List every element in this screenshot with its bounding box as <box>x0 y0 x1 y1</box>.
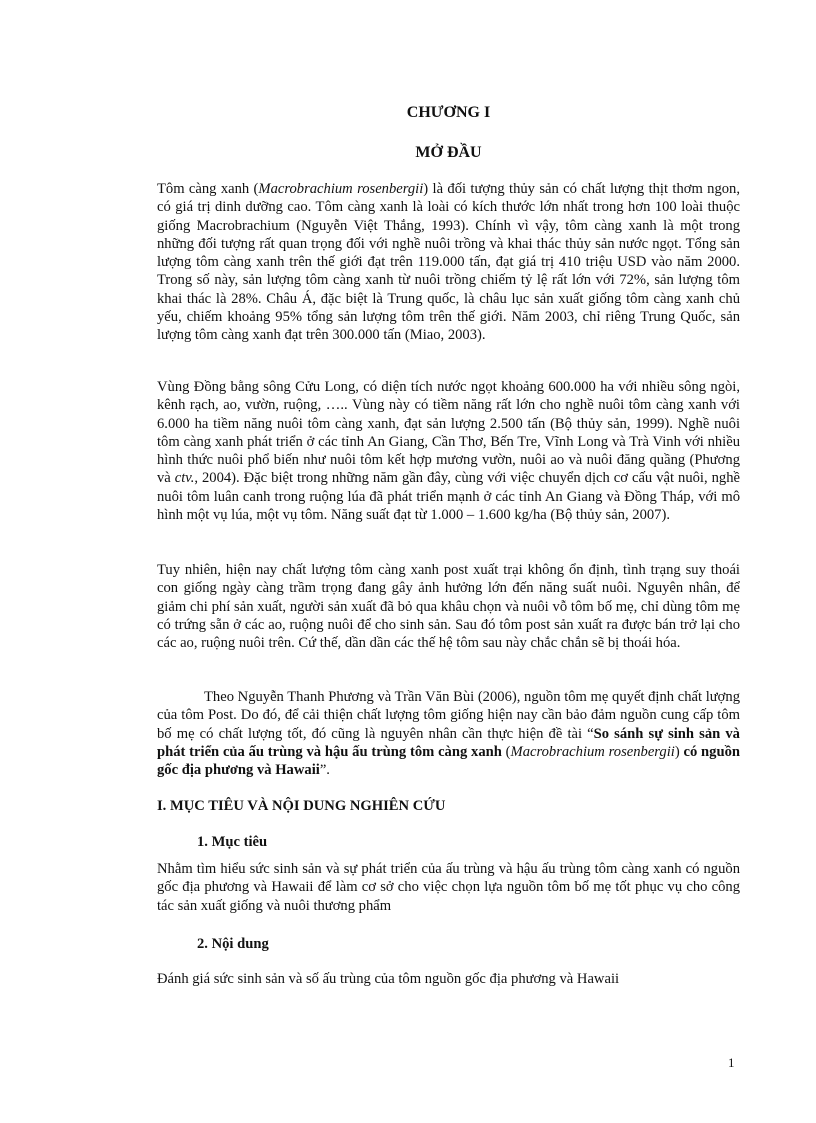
subheading-goal: 1. Mục tiêu <box>197 834 268 850</box>
thesis-title-part1: So sánh sự sinh sản và phát triển của ấu trùng và hậu ấu trùng tôm càng xanh <box>157 725 740 760</box>
page-number: 1 <box>728 1055 735 1070</box>
ctv-abbrev: ctv. <box>174 470 195 487</box>
scientific-name-2: Macrobrachium rosenbergii <box>510 743 675 760</box>
section-heading-objectives: I. MỤC TIÊU VÀ NỘI DUNG NGHIÊN CỨU <box>157 798 446 814</box>
paragraph-goal: Nhằm tìm hiểu sức sinh sản và sự phát triển của ấu trùng và hậu ấu trùng tôm càng xanh có nguồn gốc địa phương và Hawaii để làm cơ sở cho việc chọn lựa nguồn tôm bố mẹ tốt phục vụ cho công tác sản xuất giống và nuôi thương phẩm <box>157 861 740 914</box>
subheading-content: 2. Nội dung <box>197 936 269 952</box>
thesis-title-part2: có nguồn gốc địa phương và Hawaii <box>157 743 740 779</box>
chapter-title: MỞ ĐẦU <box>415 144 482 161</box>
paragraph-problem: Tuy nhiên, hiện nay chất lượng tôm càng xanh post xuất trại không ổn định, tình trạng suy thoái con giống ngày càng trầm trọng đang gây ảnh hưởng lớn đến năng suất nuôi. Nguyên nhân, để giảm chi phí sản xuất, người sản xuất đã bỏ qua khâu chọn và nuôi vỗ tôm bố mẹ, chỉ dùng tôm mẹ có trứng sẵn ở các ao, ruộng nuôi để cho sinh sản. Sau đó tôm post sản xuất ra được bán trở lại cho các ao, ruộng nuôi trên. Cứ thế, dần dần các thế hệ tôm sau này chắc chắn sẽ bị thoái hóa. <box>157 562 740 652</box>
scientific-name: Macrobrachium rosenbergii <box>258 181 424 197</box>
paragraph-content: Đánh giá sức sinh sản và số ấu trùng của tôm nguồn gốc địa phương và Hawaii <box>157 971 620 987</box>
paragraph-intro: Tôm càng xanh (Macrobrachium rosenbergii) là đối tượng thủy sản có chất lượng thịt thơm ngon, có giá trị dinh dưỡng cao. Tôm càng xanh là loài có kích thước lớn nhất trong hơn 100 loài thuộc giống Macrobrachium (Nguyễn Việt Thắng, 1993). Chính vì vậy, tôm càng xanh là một trong những đối tượng rất quan trọng đối với nghề nuôi trồng và khai thác thủy sản nước ngọt. Tổng sản lượng tôm càng xanh trên thế giới đạt trên 119.000 tấn, đạt giá trị 410 triệu USD vào năm 2000. Trong số này, sản lượng tôm càng xanh từ nuôi trồng chiếm tỷ lệ rất lớn với 72%, sản lượng tôm khai thác là 28%. Châu Á, đặc biệt là Trung quốc, là châu lục sản xuất giống tôm càng xanh chủ yếu, chiếm khoảng 95% tổng sản lượng tôm trên thế giới. Năm 2003, chỉ riêng Trung Quốc, sản lượng tôm càng xanh đạt trên 300.000 tấn (Miao, 2003). <box>157 181 740 344</box>
chapter-number: CHƯƠNG I <box>406 104 491 121</box>
paragraph-mekong-delta: Vùng Đồng bằng sông Cửu Long, có diện tích nước ngọt khoảng 600.000 ha với nhiều sông ngòi, kênh rạch, ao, vườn, ruộng, ….. Vùng này có tiềm năng rất lớn cho nghề nuôi tôm càng xanh với 6.000 ha tiềm năng nuôi tôm càng xanh, đạt sản lượng 2.500 tấn (Bộ thủy sản, 1999). Nghề nuôi tôm càng xanh phát triển ở các tỉnh An Giang, Cần Thơ, Bến Tre, Vĩnh Long và Trà Vinh với nhiều hình thức nuôi phổ biến như nuôi tôm kết hợp mương vườn, nuôi ao và nuôi đăng quầng (Phương và ctv., 2004). Đặc biệt trong những năm gần đây, cùng với việc chuyển dịch cơ cấu vật nuôi, nghề nuôi tôm luân canh trong ruộng lúa đã phát triển mạnh ở các tỉnh An Giang và Đồng Tháp, với mô hình một vụ lúa, một vụ tôm. Năng suất đạt từ 1.000 – 1.600 kg/ha (Bộ thủy sản, 2007). <box>157 379 740 524</box>
paragraph-rationale: Theo Nguyễn Thanh Phương và Trần Văn Bùi (2006), nguồn tôm mẹ quyết định chất lượng của tôm Post. Do đó, để cải thiện chất lượng tôm giống hiện nay cần bảo đảm nguồn cung cấp tôm bố mẹ có chất lượng tốt, đó cũng là nguyên nhân cần thực hiện đề tài “So sánh sự sinh sản và phát triển của ấu trùng và hậu ấu trùng tôm càng xanh (Macrobrachium rosenbergii) có nguồn gốc địa phương và Hawaii”. <box>157 689 740 779</box>
